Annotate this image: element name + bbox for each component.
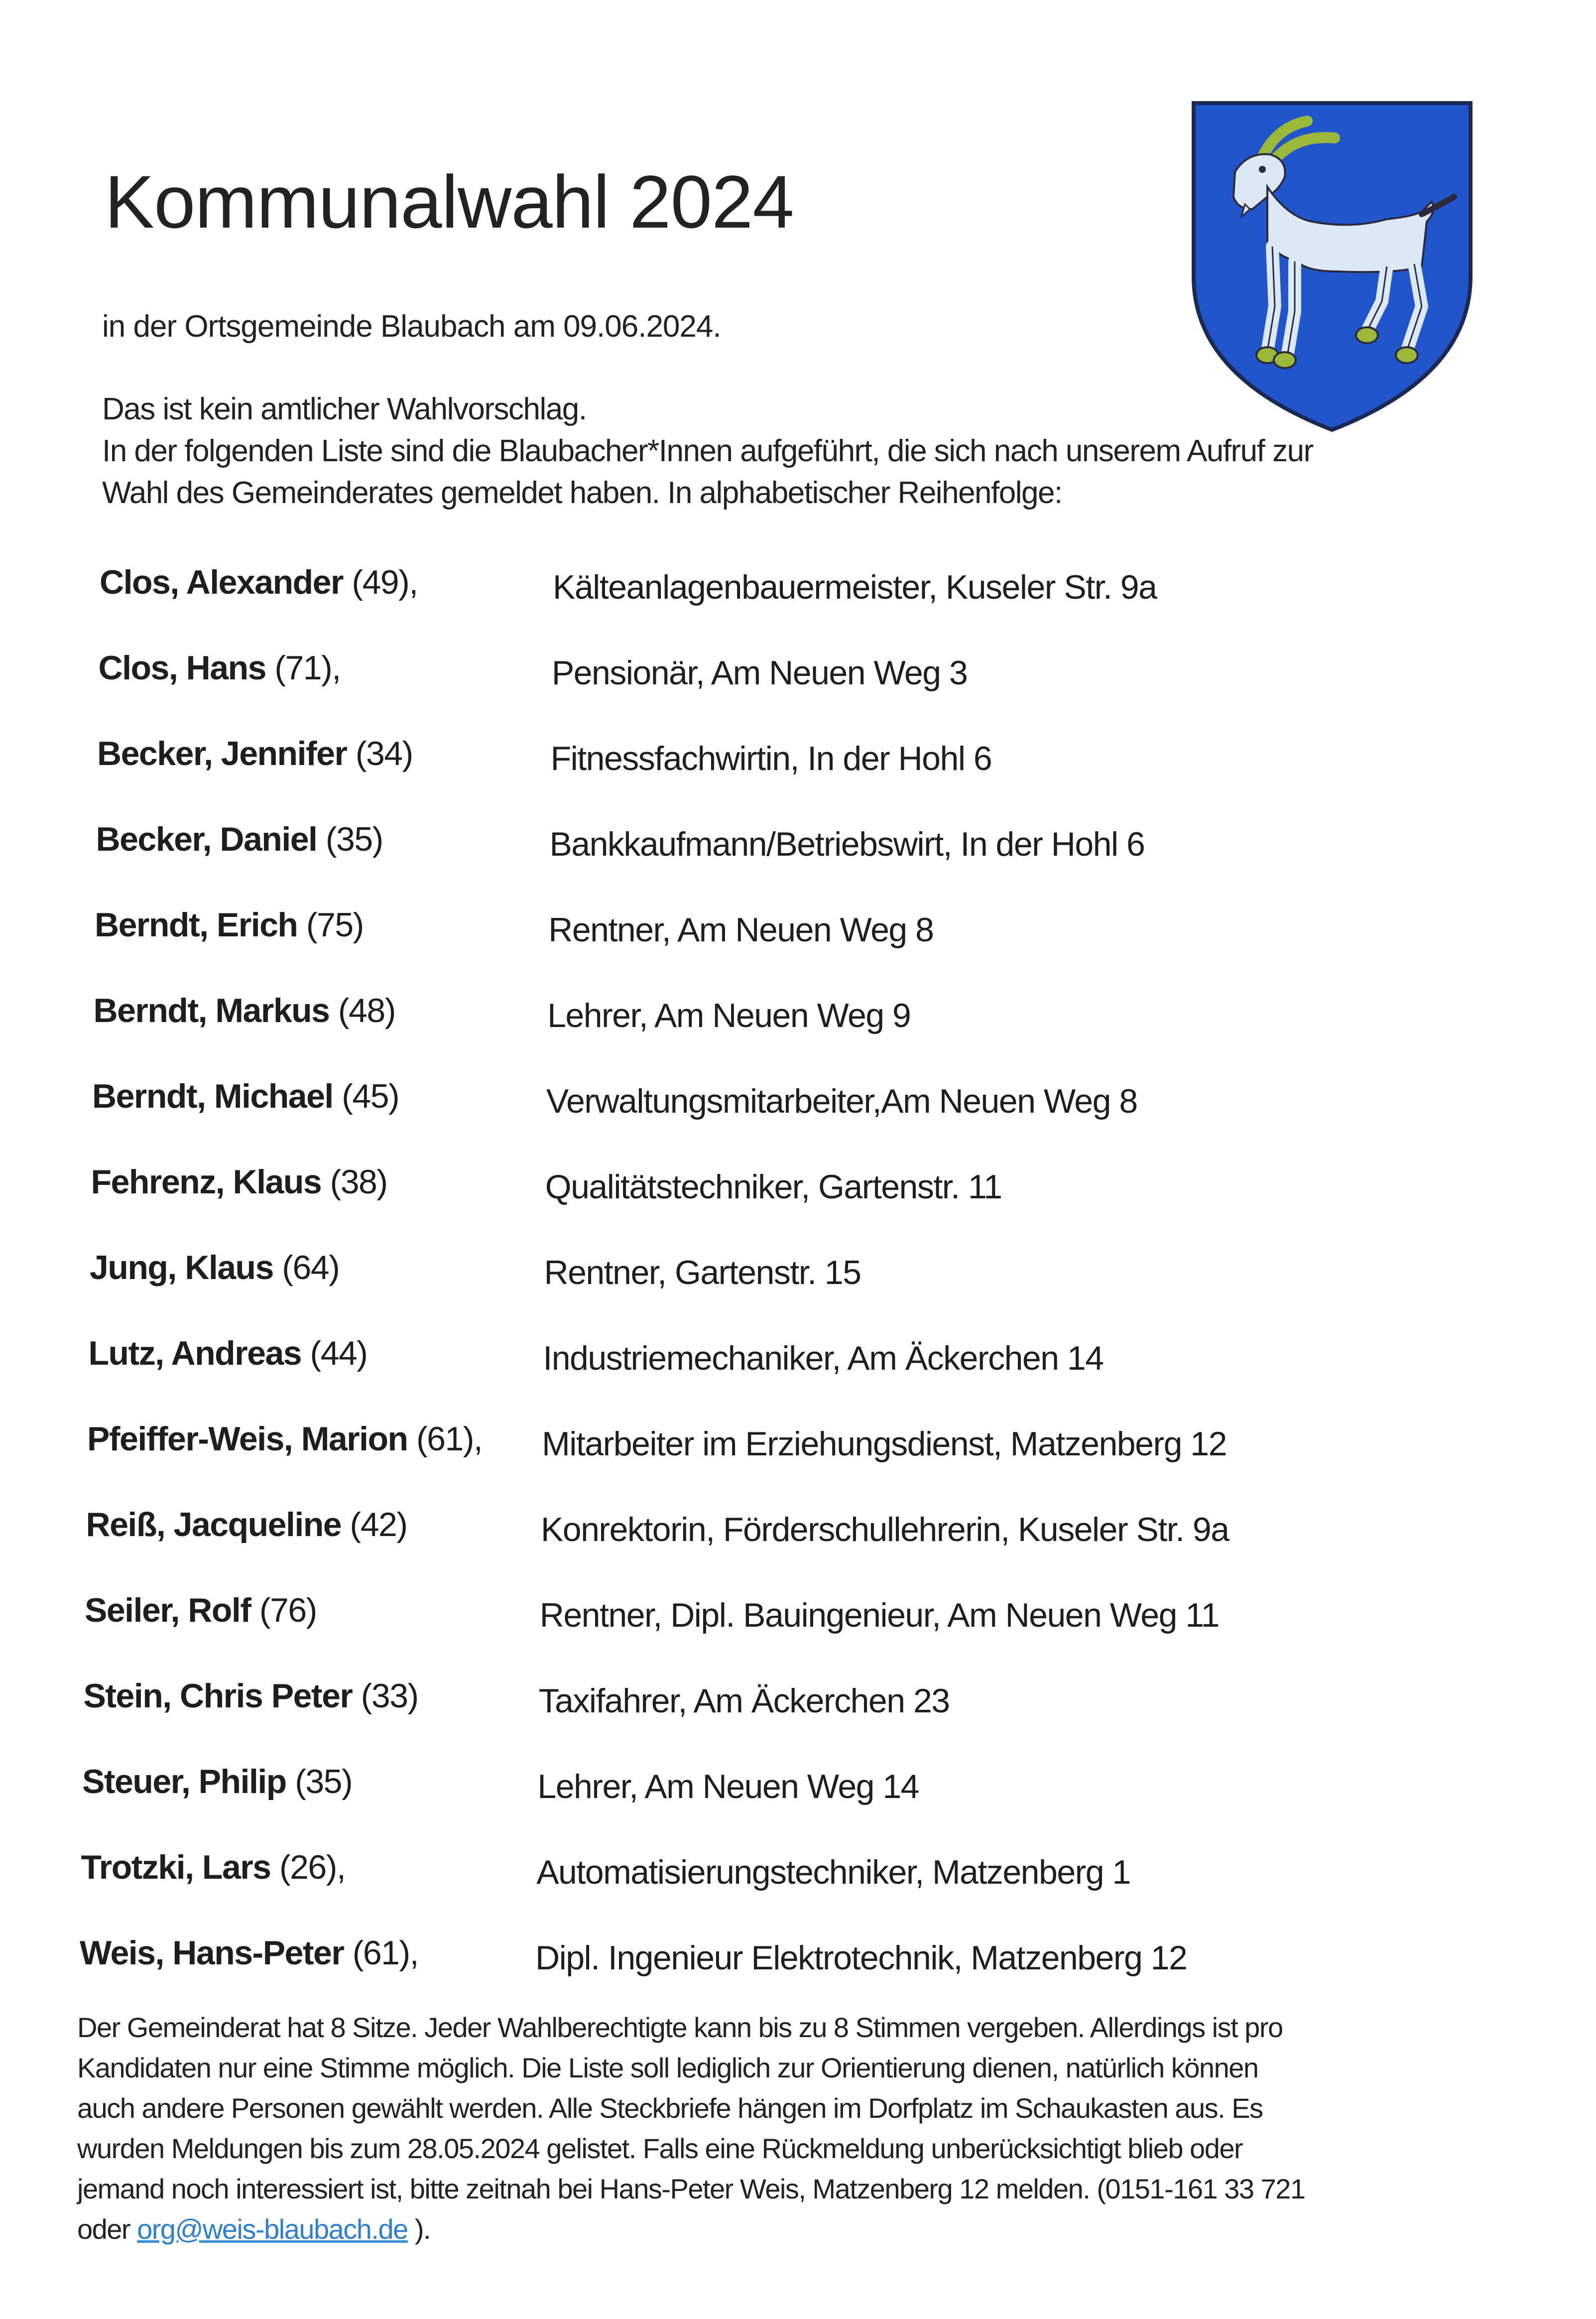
candidate-age: (48) xyxy=(338,992,395,1030)
candidate-row xyxy=(0,991,1596,1051)
candidate-row xyxy=(0,1419,1596,1479)
footer-line: wurden Meldungen bis zum 28.05.2024 gelistet. Falls eine Rückmeldung unberücksichtigt blieb oder xyxy=(77,2133,1243,2164)
candidate-row xyxy=(0,1676,1596,1736)
candidate-name xyxy=(100,563,418,602)
candidate-name-text: Jung, Klaus xyxy=(90,1249,273,1287)
candidate-name-text: Pfeiffer-Weis, Marion xyxy=(87,1420,408,1458)
candidate-occupation-address: Automatisierungstechniker, Matzenberg 1 xyxy=(536,1853,1130,1891)
candidate-age: (64) xyxy=(282,1249,340,1287)
footer-prefix: oder xyxy=(77,2213,137,2245)
candidate-name xyxy=(86,1505,407,1544)
candidate-name xyxy=(85,1591,317,1630)
candidate-age: (75) xyxy=(306,906,364,944)
candidate-age: (71), xyxy=(274,649,341,687)
candidate-occupation-address: Rentner, Am Neuen Weg 8 xyxy=(548,911,934,949)
candidate-name-text: Clos, Alexander xyxy=(100,563,343,601)
footer-line: Der Gemeinderat hat 8 Sitze. Jeder Wahlberechtigte kann bis zu 8 Stimmen vergeben. Allerdings ist pro xyxy=(77,2012,1283,2043)
candidate-name xyxy=(92,1077,399,1116)
footer-line-last xyxy=(77,2209,1521,2249)
candidate-age: (35) xyxy=(295,1763,353,1801)
candidate-occupation-address: Qualitätstechniker, Gartenstr. 11 xyxy=(545,1168,1002,1206)
candidate-row xyxy=(0,563,1596,623)
candidate-name xyxy=(91,1162,387,1201)
candidate-age: (61), xyxy=(352,1934,419,1972)
candidate-name-text: Berndt, Michael xyxy=(92,1077,333,1115)
candidate-name-text: Clos, Hans xyxy=(98,649,266,687)
candidate-occupation-address: Pensionär, Am Neuen Weg 3 xyxy=(551,654,968,692)
intro-line: Wahl des Gemeinderates gemeldet haben. In alphabetischer Reihenfolge: xyxy=(102,476,1062,510)
candidate-occupation-address: Dipl. Ingenieur Elektrotechnik, Matzenberg 12 xyxy=(535,1939,1187,1977)
candidate-age: (45) xyxy=(342,1077,399,1115)
candidate-row xyxy=(0,820,1596,880)
candidate-row xyxy=(0,1591,1596,1651)
candidate-name xyxy=(96,820,383,859)
candidate-occupation-address: Lehrer, Am Neuen Weg 9 xyxy=(547,997,911,1034)
coat-of-arms-goat-icon xyxy=(1188,97,1476,436)
candidate-age: (76) xyxy=(259,1591,317,1629)
candidate-name xyxy=(89,1334,368,1373)
candidate-row xyxy=(0,905,1596,965)
intro-line: Das ist kein amtlicher Wahlvorschlag. xyxy=(102,392,587,426)
candidate-row xyxy=(0,1848,1596,1908)
candidate-name xyxy=(94,991,395,1030)
candidate-age: (61), xyxy=(416,1420,483,1458)
candidate-occupation-address: Bankkaufmann/Betriebswirt, In der Hohl 6 xyxy=(549,825,1145,863)
candidate-name-text: Berndt, Erich xyxy=(95,906,298,944)
candidate-occupation-address: Konrektorin, Förderschullehrerin, Kuseler Str. 9a xyxy=(540,1511,1229,1548)
candidate-row xyxy=(0,1248,1596,1308)
candidate-name xyxy=(82,1762,352,1801)
candidate-name xyxy=(84,1676,418,1715)
goat-hoof xyxy=(1274,352,1296,368)
candidate-row xyxy=(0,1505,1596,1565)
candidate-name-text: Stein, Chris Peter xyxy=(83,1677,353,1715)
goat-hoof xyxy=(1396,347,1418,363)
candidate-name-text: Seiler, Rolf xyxy=(85,1591,251,1629)
candidate-age: (26), xyxy=(279,1848,346,1886)
candidate-name-text: Fehrenz, Klaus xyxy=(91,1163,322,1201)
footer-line: auch andere Personen gewählt werden. Alle Steckbriefe hängen im Dorfplatz im Schaukasten aus. Es xyxy=(77,2092,1263,2124)
candidate-age: (35) xyxy=(325,820,383,858)
candidate-occupation-address: Verwaltungsmitarbeiter,Am Neuen Weg 8 xyxy=(546,1082,1137,1120)
candidate-occupation-address: Fitnessfachwirtin, In der Hohl 6 xyxy=(550,740,992,777)
candidate-name xyxy=(81,1848,346,1887)
candidate-occupation-address: Industriemechaniker, Am Äckerchen 14 xyxy=(543,1339,1104,1377)
document-subtitle: in der Ortsgemeinde Blaubach am 09.06.2024. xyxy=(102,309,721,344)
candidate-occupation-address: Lehrer, Am Neuen Weg 14 xyxy=(537,1768,919,1805)
candidate-age: (34) xyxy=(355,735,413,773)
candidate-name xyxy=(87,1419,482,1458)
candidate-age: (33) xyxy=(361,1677,418,1715)
candidate-name-text: Reiß, Jacqueline xyxy=(86,1506,342,1544)
document-title: Kommunalwahl 2024 xyxy=(105,160,794,244)
candidate-name-text: Becker, Daniel xyxy=(96,820,317,858)
candidate-name xyxy=(90,1248,339,1287)
candidate-age: (49), xyxy=(352,563,418,601)
candidate-occupation-address: Taxifahrer, Am Äckerchen 23 xyxy=(538,1682,950,1720)
candidate-row xyxy=(0,1933,1596,1993)
candidate-name-text: Berndt, Markus xyxy=(93,992,330,1030)
candidate-name xyxy=(80,1933,418,1972)
candidate-row xyxy=(0,648,1596,708)
candidate-row xyxy=(0,1334,1596,1394)
footer-line: Kandidaten nur eine Stimme möglich. Die Liste soll lediglich zur Orientierung dienen, natürlich können xyxy=(77,2052,1258,2083)
candidate-name-text: Trotzki, Lars xyxy=(81,1848,271,1886)
candidate-row xyxy=(0,734,1596,794)
candidate-name xyxy=(97,734,413,773)
candidate-row xyxy=(0,1077,1596,1137)
candidate-age: (44) xyxy=(310,1334,368,1372)
candidate-name xyxy=(95,905,364,944)
candidate-name-text: Steuer, Philip xyxy=(82,1763,286,1801)
goat-hoof xyxy=(1356,327,1378,343)
candidate-name xyxy=(99,648,341,687)
candidate-name-text: Becker, Jennifer xyxy=(97,735,347,773)
candidate-row xyxy=(0,1162,1596,1222)
candidate-row xyxy=(0,1762,1596,1822)
intro-line: In der folgenden Liste sind die Blaubacher*Innen aufgeführt, die sich nach unserem Aufruf zur xyxy=(102,434,1313,468)
candidate-name-text: Lutz, Andreas xyxy=(88,1334,302,1372)
footer-text xyxy=(77,2007,1521,2249)
goat-leg xyxy=(1287,261,1295,356)
candidate-age: (38) xyxy=(330,1163,387,1201)
footer-line: jemand noch interessiert ist, bitte zeitnah bei Hans-Peter Weis, Matzenberg 12 melden. (0151-161 33 721 xyxy=(77,2173,1305,2204)
candidate-occupation-address: Rentner, Gartenstr. 15 xyxy=(544,1254,861,1291)
candidate-occupation-address: Rentner, Dipl. Bauingenieur, Am Neuen Weg 11 xyxy=(539,1596,1219,1634)
candidate-occupation-address: Kälteanlagenbauermeister, Kuseler Str. 9a xyxy=(553,568,1157,606)
candidate-age: (42) xyxy=(350,1506,407,1544)
footer-suffix: ). xyxy=(407,2213,431,2245)
candidate-occupation-address: Mitarbeiter im Erziehungsdienst, Matzenberg 12 xyxy=(542,1425,1227,1463)
email-link[interactable]: org@weis-blaubach.de xyxy=(137,2213,408,2245)
candidate-name-text: Weis, Hans-Peter xyxy=(80,1934,344,1972)
